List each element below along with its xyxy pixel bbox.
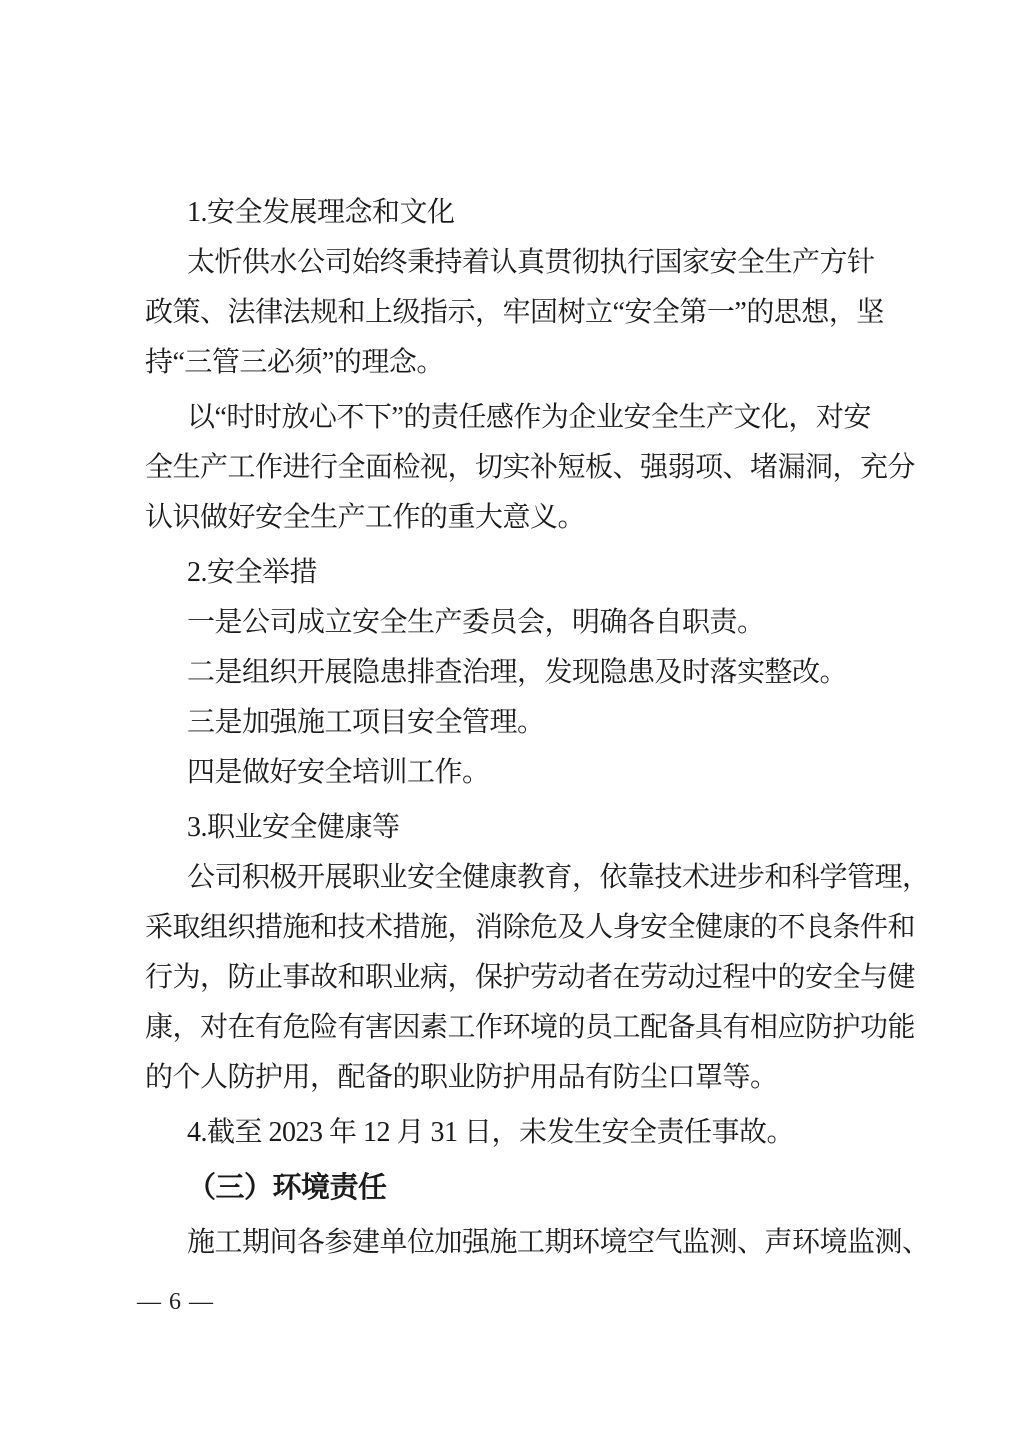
text-line: 4.截至 2023 年 12 月 31 日，未发生安全责任事故。 bbox=[187, 1117, 795, 1148]
text-line: 施工期间各参建单位加强施工期环境空气监测、声环境监测、 bbox=[187, 1227, 930, 1258]
text-line: 三是加强施工项目安全管理。 bbox=[187, 707, 545, 738]
text-line: 一是公司成立安全生产委员会，明确各自职责。 bbox=[187, 607, 765, 638]
page-number: — 6 — bbox=[137, 1289, 214, 1315]
paragraph bbox=[145, 648, 945, 698]
document-body bbox=[145, 188, 945, 1268]
text-line: 政策、法律法规和上级指示，牢固树立“安全第一”的思想，坚 bbox=[145, 297, 884, 328]
text-line: 持“三管三必须”的理念。 bbox=[145, 347, 444, 378]
paragraph bbox=[145, 748, 945, 798]
text-line: 太忻供水公司始终秉持着认真贯彻执行国家安全生产方针 bbox=[187, 247, 875, 278]
paragraph bbox=[145, 598, 945, 648]
section-heading: （三）环境责任 bbox=[187, 1172, 387, 1204]
text-line: 的个人防护用，配备的职业防护用品有防尘口罩等。 bbox=[145, 1062, 778, 1093]
numbered-heading: 2.安全举措 bbox=[187, 557, 318, 588]
text-line: 行为，防止事故和职业病，保护劳动者在劳动过程中的安全与健 bbox=[145, 962, 916, 993]
text-line: 康，对在有危险有害因素工作环境的员工配备具有相应防护功能 bbox=[145, 1012, 916, 1043]
paragraph bbox=[145, 393, 945, 543]
paragraph bbox=[145, 698, 945, 748]
text-line: 四是做好安全培训工作。 bbox=[187, 757, 490, 788]
paragraph bbox=[145, 853, 945, 1103]
text-line: 二是组织开展隐患排查治理，发现隐患及时落实整改。 bbox=[187, 657, 848, 688]
text-line: 全生产工作进行全面检视，切实补短板、强弱项、堵漏洞，充分 bbox=[145, 452, 916, 483]
paragraph bbox=[145, 1218, 945, 1268]
text-line: 采取组织措施和技术措施，消除危及人身安全健康的不良条件和 bbox=[145, 912, 916, 943]
paragraph bbox=[145, 238, 945, 388]
numbered-heading: 1.安全发展理念和文化 bbox=[187, 197, 455, 228]
numbered-heading: 3.职业安全健康等 bbox=[187, 812, 400, 843]
page-footer bbox=[137, 1288, 214, 1316]
paragraph bbox=[145, 1108, 945, 1158]
text-line: 认识做好安全生产工作的重大意义。 bbox=[145, 502, 586, 533]
text-line: 以“时时放心不下”的责任感作为企业安全生产文化，对安 bbox=[187, 402, 871, 433]
text-line: 公司积极开展职业安全健康教育，依靠技术进步和科学管理， bbox=[187, 862, 930, 893]
